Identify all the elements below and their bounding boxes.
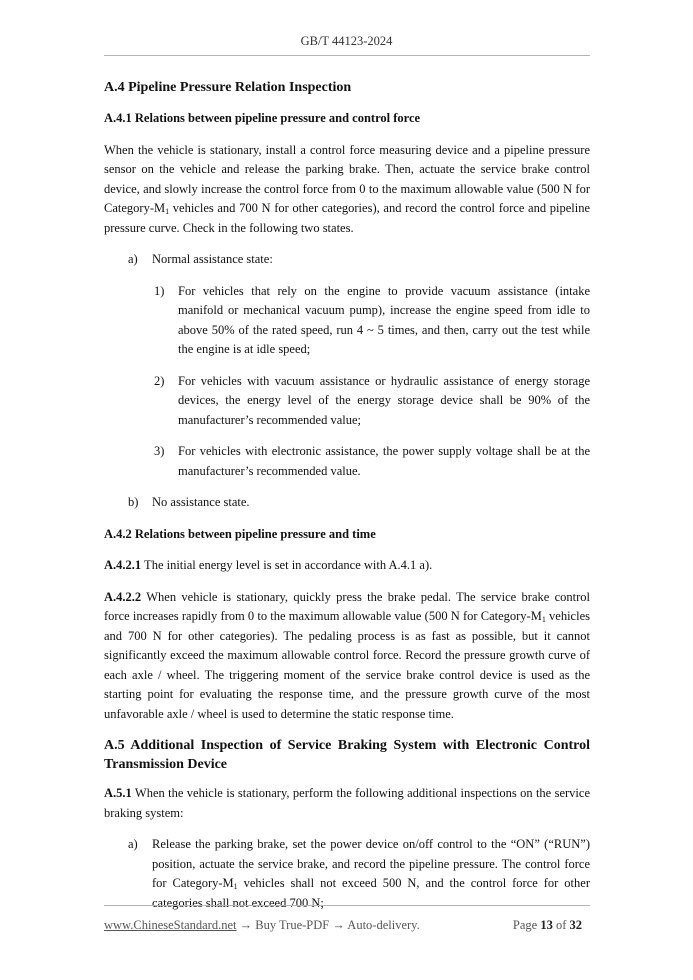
sub-list-item-2 — [104, 372, 590, 431]
a5-item-a-text-part2: vehicles shall not exceed 500 N, and the control force for other categories shall not exceed 700 N; — [152, 876, 590, 910]
a421-label: A.4.2.1 — [104, 558, 142, 572]
page-content — [104, 78, 590, 925]
page-current: 13 — [540, 918, 553, 932]
a421-text: The initial energy level is set in accordance with A.4.1 a). — [141, 558, 433, 572]
footer-divider — [104, 905, 590, 906]
section-a4-heading: A.4 Pipeline Pressure Relation Inspection — [104, 80, 352, 95]
a51-text: When the vehicle is stationary, perform the following additional inspections on the service braking system: — [104, 786, 590, 820]
a41-paragraph-part1: When the vehicle is stationary, install a control force measuring device and a pipeline pressure sensor on the vehicle and release the parking brake. Then, actuate the service brake control device, and slowly increase the control force from 0 to the maximum allowable value (500 N for Category-M — [104, 142, 590, 215]
a422-subscript: 1 — [541, 615, 546, 624]
sub-list-marker: 2) — [154, 373, 165, 388]
sub-list-item-1 — [104, 282, 590, 360]
a422-paragraph — [104, 588, 590, 725]
section-a5-heading: A.5 Additional Inspection of Service Braking System with Electronic Control Transmission Device — [104, 738, 590, 772]
header-divider — [104, 55, 590, 56]
sub-list-item-3 — [104, 442, 590, 481]
section-a42-heading: A.4.2 Relations between pipeline pressure and time — [104, 526, 376, 541]
sub-list-item-text: For vehicles with electronic assistance, the power supply voltage shall be at the manufacturer’s recommended value. — [178, 444, 590, 478]
footer-site-link[interactable]: www.ChineseStandard.net — [104, 918, 237, 932]
sub-list-item-text: For vehicles with vacuum assistance or hydraulic assistance of energy storage devices, the energy level of the energy storage device shall be 90% of the manufacturer’s recommended value; — [178, 373, 590, 427]
footer-tagline: → Buy True-PDF → Auto-delivery. — [236, 918, 420, 932]
of-word: of — [555, 918, 567, 932]
page-header: GB/T 44123-2024 — [300, 34, 393, 48]
a51-paragraph — [104, 784, 590, 823]
a421-paragraph — [104, 556, 590, 576]
section-a41-heading: A.4.1 Relations between pipeline pressure and control force — [104, 111, 421, 125]
list-marker: a) — [128, 837, 138, 851]
list-marker: a) — [128, 252, 138, 266]
sub-list-marker: 3) — [154, 444, 165, 458]
sub-list-marker: 1) — [154, 283, 165, 298]
list-item-a — [104, 250, 590, 270]
a41-paragraph — [104, 141, 590, 239]
a422-label: A.4.2.2 — [104, 589, 142, 604]
list-item-b — [104, 493, 590, 513]
list-item-text: Normal assistance state: — [152, 252, 273, 266]
page-word: Page — [512, 918, 538, 932]
sub-list-item-text: For vehicles that rely on the engine to provide vacuum assistance (intake manifold or mechanical vacuum pump), increase the engine speed from idle to above 50% of the rated speed, run 4 ~ 5 times, and then, carry out the test while the engine is at idle speed; — [178, 283, 590, 356]
a5-item-a-subscript: 1 — [233, 882, 238, 891]
page-total: 32 — [569, 918, 582, 932]
a41-paragraph-part2: vehicles and 700 N for other categories), and record the control force and pipeline pressure curve. Check in the following two states. — [104, 201, 590, 235]
a5-item-a-text-part1: Release the parking brake, set the power device on/off control to the “ON” (“RUN”) position, actuate the service brake, and record the pipeline pressure. The control force for Category-M — [152, 837, 590, 890]
a51-label: A.5.1 — [104, 786, 132, 800]
footer-promo — [104, 918, 420, 933]
page-number — [513, 918, 582, 933]
a41-subscript: 1 — [165, 207, 170, 216]
a422-text-part1: When vehicle is stationary, quickly press the brake pedal. The service brake control force increases rapidly from 0 to the maximum allowable value (500 N for Category-M — [104, 589, 590, 623]
a422-text-part2: vehicles and 700 N for other categories). The pedaling process is as fast as possible, but it cannot significantly exceed the maximum allowable control force. Record the pressure growth curve of each axle / wheel. The triggering moment of the service brake control device is used as the starting point for evaluating the response time, and the pressure growth curve of the most unfavorable axle / wheel is used to determine the static response time. — [104, 609, 590, 721]
list-marker: b) — [128, 495, 139, 509]
list-item-text: No assistance state. — [152, 495, 250, 509]
a5-list-item-a — [104, 835, 590, 913]
